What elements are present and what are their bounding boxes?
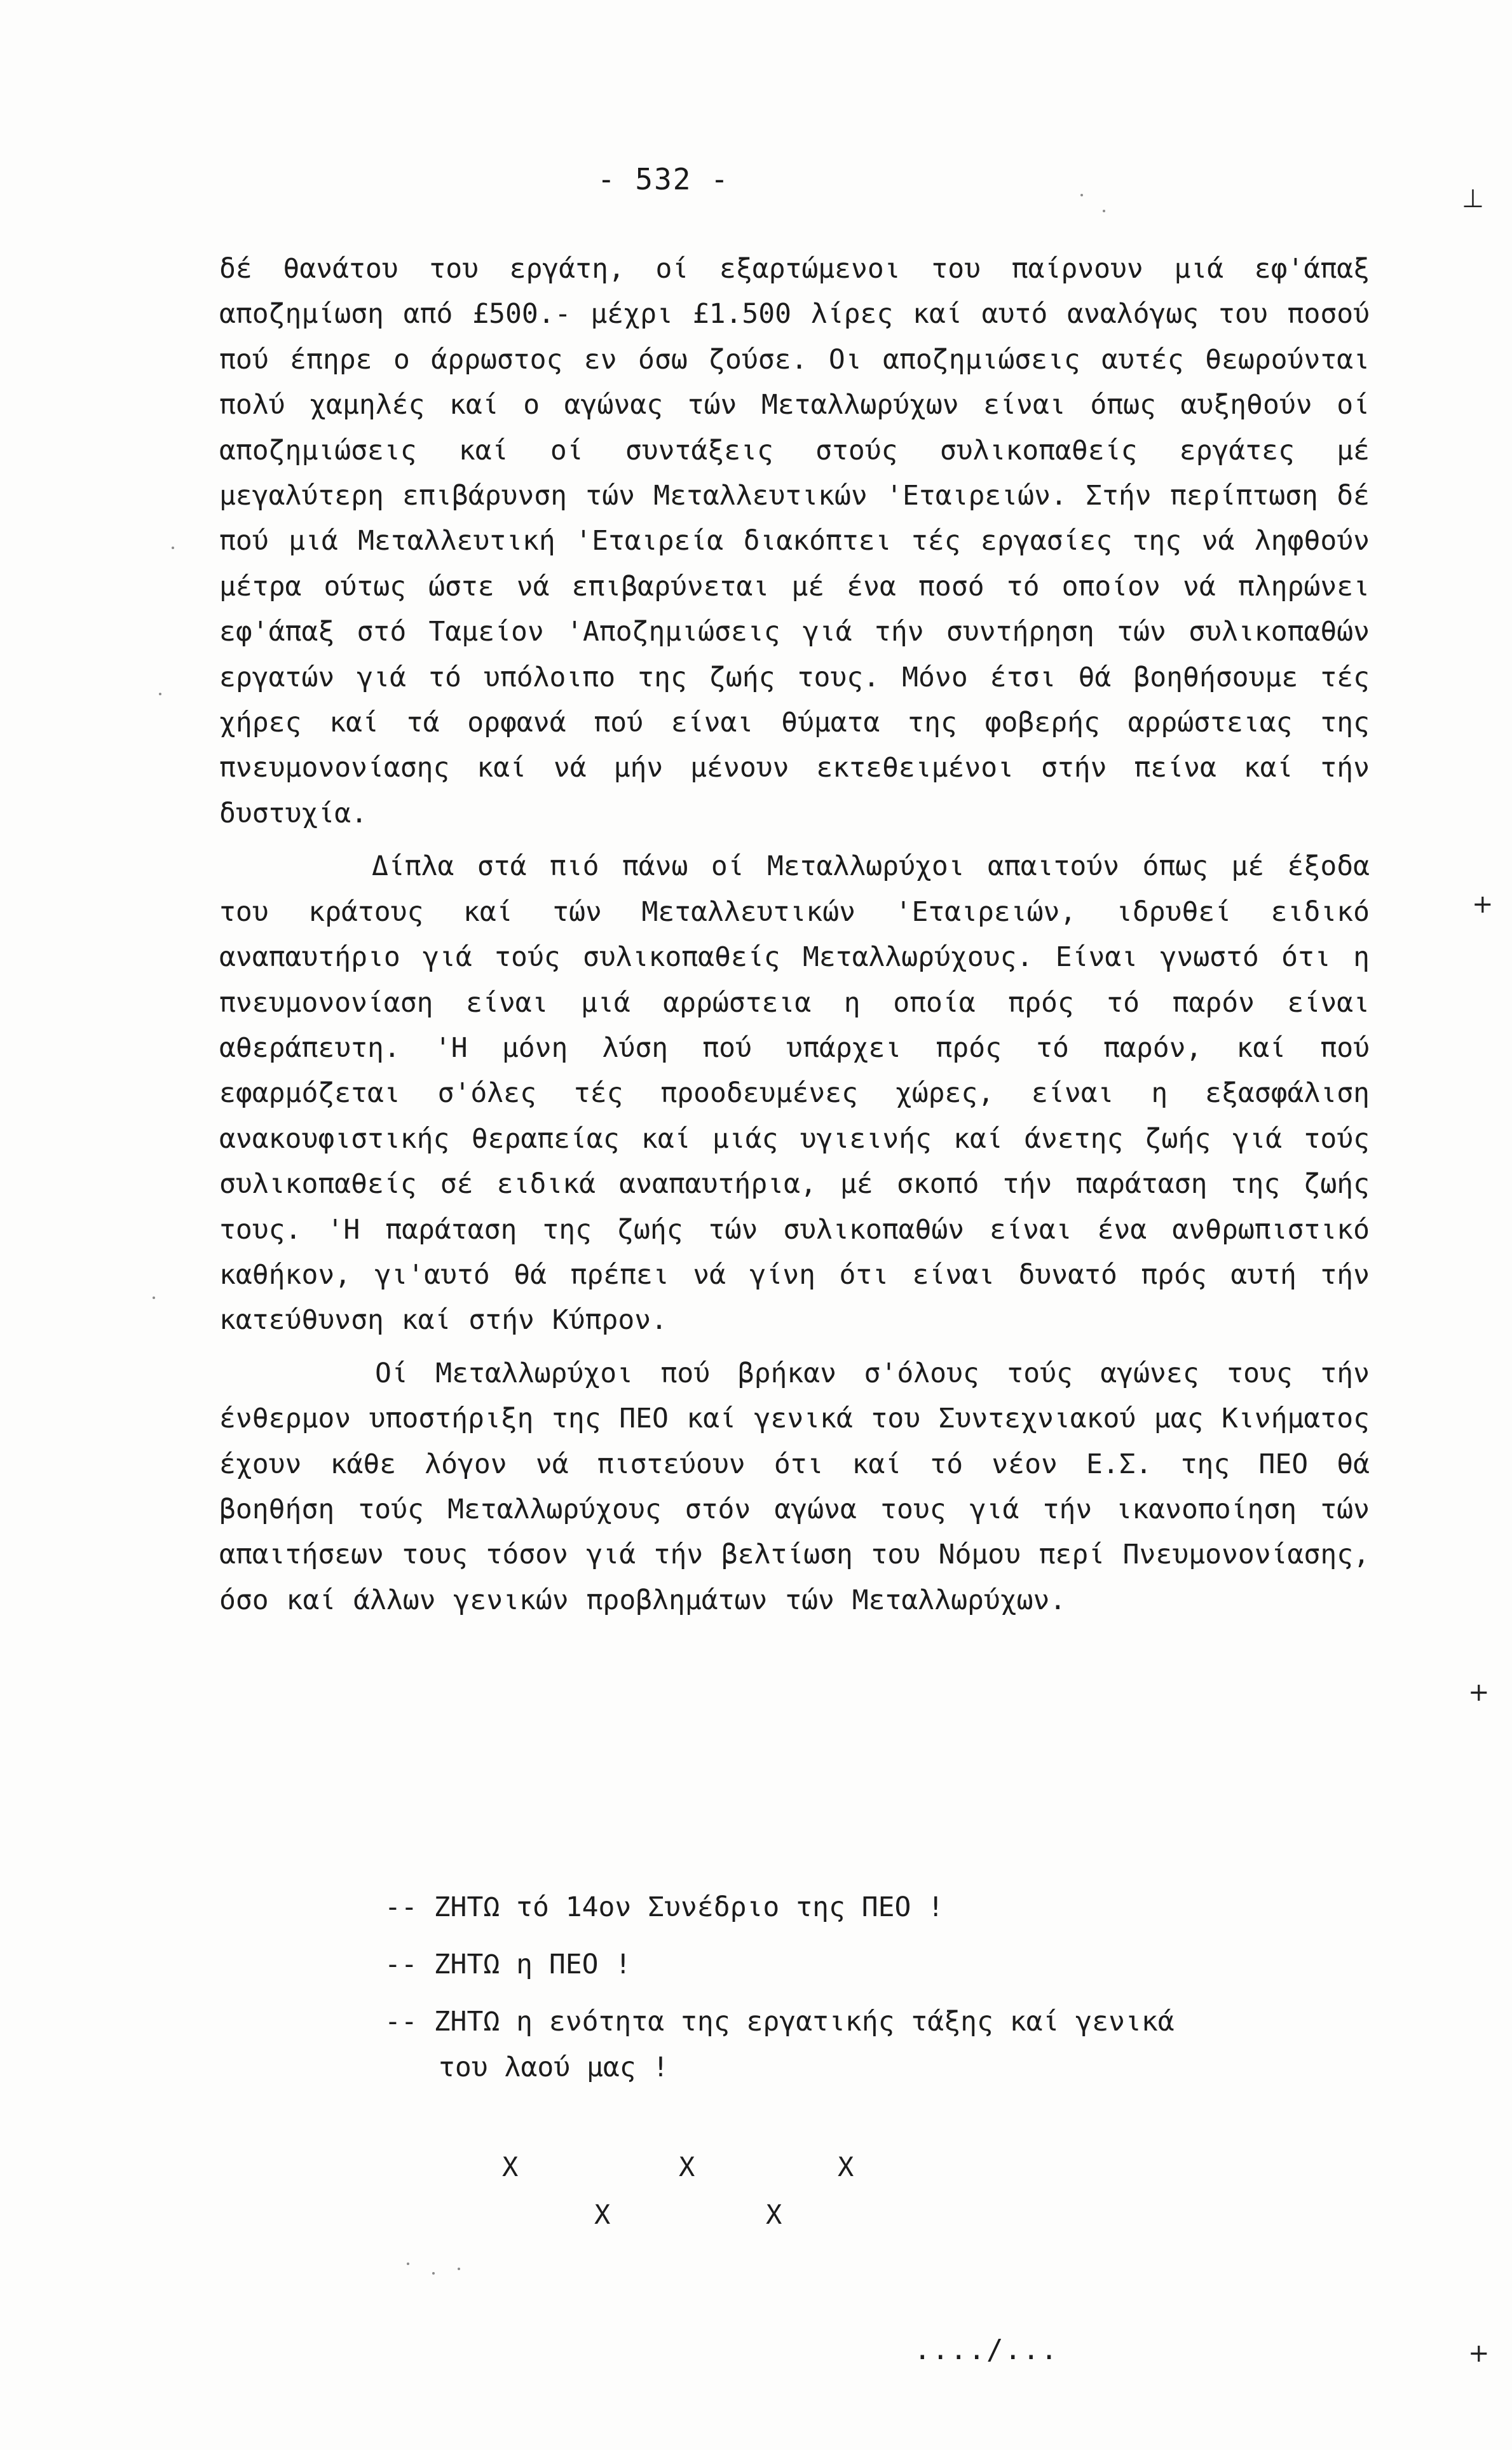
paragraph-peo-support: Οί Μεταλλωρύχοι πού βρήκαν σ'όλους τούς αγώνες τους τήν ένθερμον υποστήριξη της ΠΕΟ καί γενικά του Συντεχνιακού μας Κινήματος έχουν κάθε λόγον νά πιστεύουν ότι καί τό νέον Ε.Σ. της ΠΕΟ θά βοηθήση τούς Μεταλλωρύχους στόν αγώνα τους γιά τήν ικανοποίηση τών απαιτήσεων τους τόσον γιά τήν βελτίωση του Νόμου περί Πνευμονονίασης, όσο καί άλλων γενικών προβλημάτων τών Μεταλλωρύχων. [219,1357,1370,1616]
margin-mark-crosshair: + [1472,890,1494,919]
slogan-text: -- ΖΗΤΩ η ενότητα της εργατικής τάξης καί γενικά [385,2006,1175,2038]
page-number: - 532 - [597,162,730,196]
scan-speck [458,2268,460,2270]
scan-speck [432,2272,435,2275]
x-separator-mark: X [766,2199,782,2230]
scan-speck [407,2263,409,2265]
margin-mark-crosshair: + [1468,2339,1490,2368]
x-separator-mark: X [594,2199,611,2230]
margin-mark-crosshair: + [1468,1678,1490,1707]
scan-speck [1103,210,1105,212]
body-text [219,247,1370,1623]
slogan-text: -- ΖΗΤΩ η ΠΕΟ ! [385,1949,632,1980]
scan-speck [172,547,174,549]
scan-speck [153,1296,155,1299]
slogans-list [385,1884,1338,2102]
slogan-text-continued: του λαού μας ! [439,2052,669,2083]
slogan-peo [385,1942,1338,1987]
slogan-unity [385,1999,1338,2090]
paragraph-compensation: δέ θανάτου του εργάτη, οί εξαρτώμενοι του παίρνουν μιά εφ'άπαξ αποζημίωση από £500.- μέχρι £1.500 λίρες καί αυτό αναλόγως του ποσού πού έπηρε ο άρρωστος εν όσω ζούσε. Οι αποζημιώσεις αυτές θεωρούνται πολύ χαμηλές καί ο αγώνας τών Μεταλλωρύχων είναι όπως αυξηθούν οί αποζημιώσεις καί οί συντάξεις στούς συλικοπαθείς εργάτες μέ μεγαλύτερη επιβάρυνση τών Μεταλλευτικών 'Εταιρειών. Στήν περίπτωση δέ πού μιά Μεταλλευτική 'Εταιρεία διακόπτει τές εργασίες της νά ληφθούν μέτρα ούτως ώστε νά επιβαρύνεται μέ ένα ποσό τό οποίον νά πληρώνει εφ'άπαξ στό Ταμείον 'Αποζημιώσεις γιά τήν συντήρηση τών συλικοπαθών εργατών γιά τό υπόλοιπο της ζωής τους. Μόνο έτσι θά βοηθήσουμε τές χήρες καί τά ορφανά πού είναι θύματα της φοβερής αρρώστειας της πνευμονονίασης καί νά μήν μένουν εκτεθειμένοι στήν πείνα καί τήν δυστυχία. [219,253,1370,829]
continuation-mark: ..../... [914,2334,1059,2366]
x-separator-mark: X [838,2151,854,2182]
x-separator-mark: X [502,2151,519,2182]
margin-mark-top: ⊥ [1462,184,1484,214]
x-separator-mark: X [679,2151,695,2182]
slogan-text: -- ΖΗΤΩ τό 14ον Συνέδριο της ΠΕΟ ! [385,1891,944,1923]
slogan-congress [385,1884,1338,1930]
paragraph-sanatorium: Δίπλα στά πιό πάνω οί Μεταλλωρύχοι απαιτούν όπως μέ έξοδα του κράτους καί τών Μεταλλευτικών 'Εταιρειών, ιδρυθεί ειδικό αναπαυτήριο γιά τούς συλικοπαθείς Μεταλλωρύχους. Είναι γνωστό ότι η πνευμονονίαση είναι μιά αρρώστεια η οποία πρός τό παρόν είναι αθεράπευτη. 'Η μόνη λύση πού υπάρχει πρός τό παρόν, καί πού εφαρμόζεται σ'όλες τές προοδευμένες χώρες, είναι η εξασφάλιση ανακουφιστικής θεραπείας καί μιάς υγιεινής καί άνετης ζωής γιά τούς συλικοπαθείς σέ ειδικά αναπαυτήρια, μέ σκοπό τήν παράταση της ζωής τους. 'Η παράταση της ζωής τών συλικοπαθών είναι ένα ανθρωπιστικό καθήκον, γι'αυτό θά πρέπει νά γίνη ότι είναι δυνατό πρός αυτή τήν κατεύθυνση καί στήν Κύπρον. [219,850,1370,1337]
scan-speck [1080,194,1083,196]
scan-speck [159,693,161,695]
